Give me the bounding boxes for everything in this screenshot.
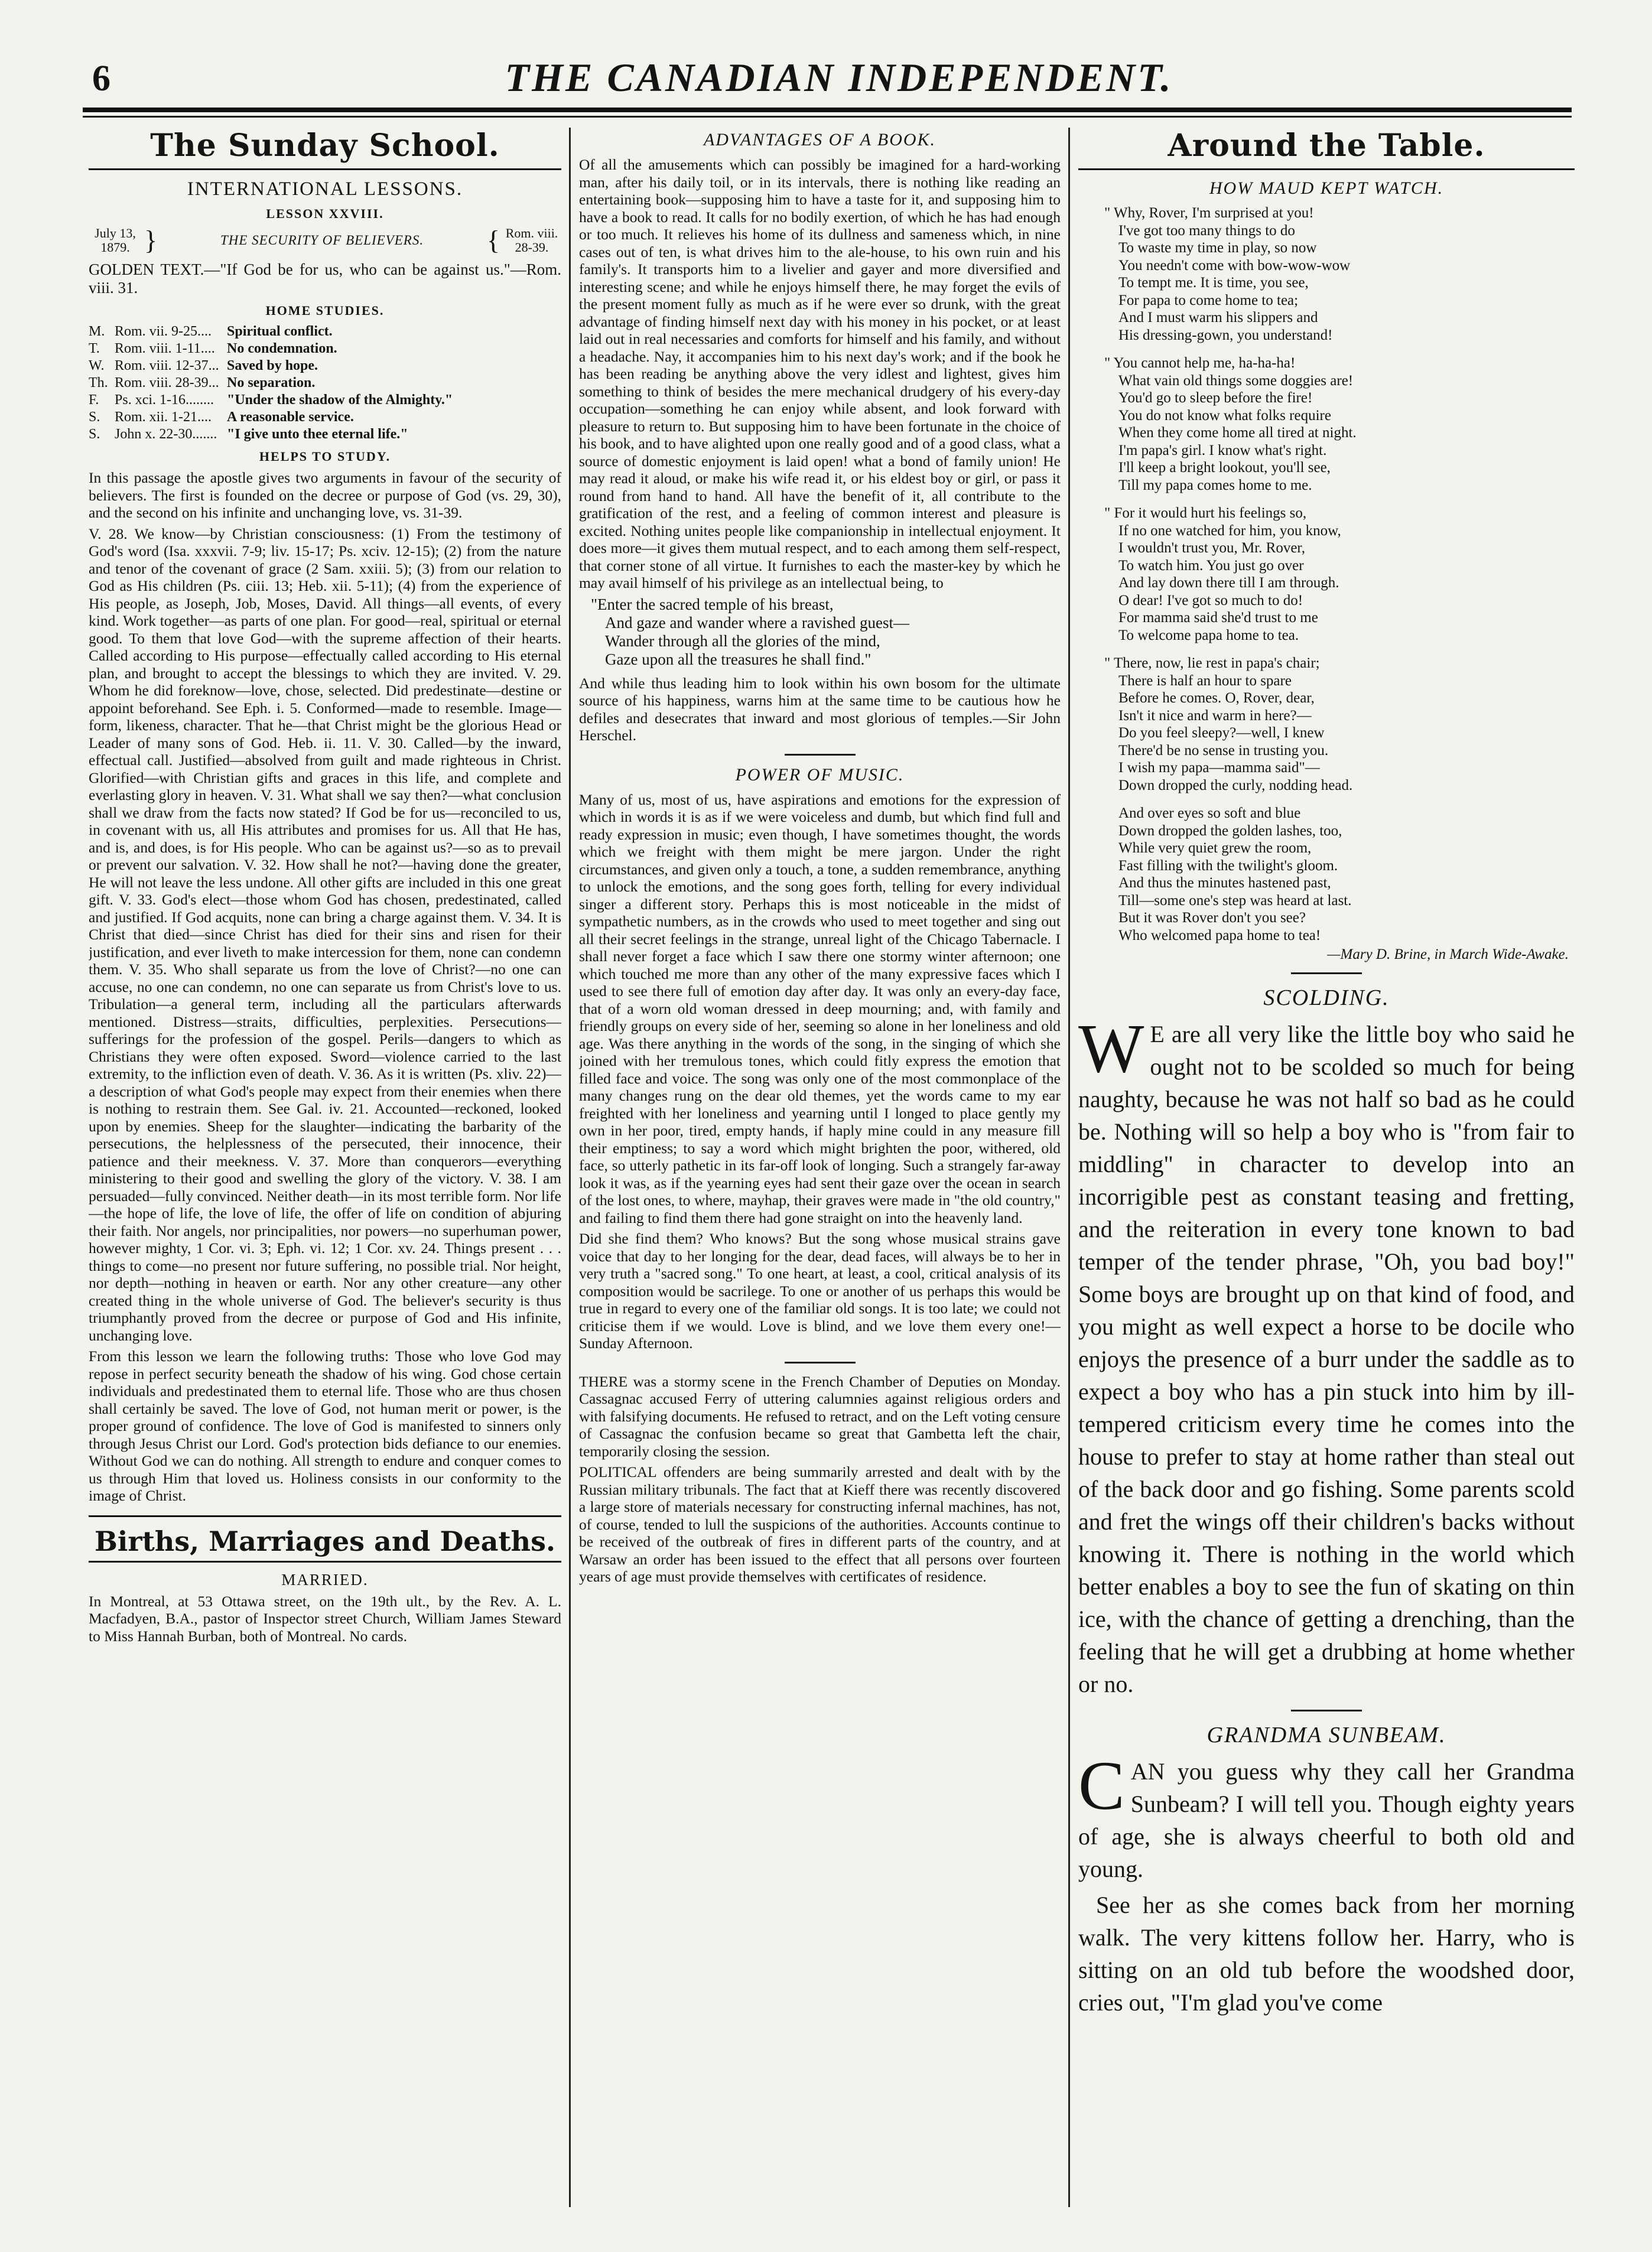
poem-line: To waste my time in play, so now [1118, 240, 1317, 256]
column-sunday-school [89, 128, 561, 2207]
article-body: And while thus leading him to look within his own bosom for the ultimate source of his happiness, warns him at the same time to be cautious how he defiles and desecrates that inward and most glorious of temples.—Sir John Herschel. [579, 674, 1061, 744]
poem-line: For mamma said she'd trust to me [1118, 610, 1318, 626]
helps-paragraph: From this lesson we learn the following truths: Those who love God may repose in perfect security beneath the shadow of his wing. God chose certain individuals and predestinated them to eternal life. Those who are thus chosen shall certainly be saved. The love of God, not human merit or power, is the proper ground of confidence. The love of God is manifested to sinners only through Jesus Christ our Lord. God's protection bids defiance to our enemies. Without God we can do nothing. All strength to endure and conquer comes to us through Him that loved us. Holiness consists in our conformity to the image of Christ. [89, 1348, 561, 1504]
poem-line: I'm papa's girl. I know what's right. [1118, 442, 1327, 458]
brace-glyph: } [144, 225, 158, 255]
study-row [89, 340, 561, 357]
study-ref: Rom. viii. 12-37... [115, 358, 219, 373]
poem-line: O dear! I've got so much to do! [1118, 592, 1303, 608]
poem-line: To watch him. You just go over [1118, 557, 1304, 574]
masthead [83, 54, 1595, 102]
news-item: POLITICAL offenders are being summarily arrested and dealt with by the Russian military tribunals. The fact that at Kieff there was recently discovered a large store of materials necessary for constructing infernal machines, has not, of course, tended to lull the suspicions of the authorities. Accounts continue to be received of the outbreak of fires in different parts of the country, and at Warsaw an order has been issued to the effect that all persons over fourteen years of age must provide themselves with certificates of residence. [579, 1463, 1061, 1585]
poem-line: " Why, Rover, I'm surprised at you! [1104, 205, 1314, 221]
lesson-date: July 13, 1879. [95, 226, 136, 255]
lesson-title-line [89, 226, 561, 255]
poem-line: " You cannot help me, ha-ha-ha! [1104, 355, 1296, 371]
article-body [1078, 1010, 1575, 1700]
poem-line: I'll keep a bright lookout, you'll see, [1118, 460, 1331, 476]
journal-title: THE CANADIAN INDEPENDENT. [505, 55, 1173, 100]
lesson-title: THE SECURITY OF BELIEVERS. [220, 233, 424, 248]
lesson-number: LESSON XXVIII. [266, 206, 384, 221]
helps-paragraph: In this passage the apostle gives two arguments in favour of the security of believers. The first is founded on the decree or purpose of God (vs. 29, 30), and the second on his infinite and unchanging love, vs. 31-39. [89, 469, 561, 521]
study-title: "I give unto thee eternal life." [227, 427, 408, 442]
section-heading: The Sunday School. [150, 128, 500, 164]
poem-line: To tempt me. It is time, you see, [1118, 275, 1309, 291]
column-divider [569, 128, 571, 2207]
poem-stanza [1104, 204, 1575, 344]
study-title: Spiritual conflict. [227, 324, 333, 339]
study-title: A reasonable service. [227, 409, 354, 425]
poem-line: I've got too many things to do [1118, 222, 1295, 239]
article-heading: SCOLDING. [1263, 985, 1390, 1010]
poem-line: While very quiet grew the room, [1118, 840, 1312, 856]
study-day: S. [89, 409, 100, 425]
poem-line: Do you feel sleepy?—well, I knew [1118, 725, 1325, 741]
poem-line: " For it would hurt his feelings so, [1104, 505, 1307, 521]
poem-line: Fast filling with the twilight's gloom. [1118, 857, 1338, 874]
article-text: E are all very like the little boy who said he ought not to be scolded so much for being naughty, because he was not half so bad as he could be. Nothing will so help a boy who is "from fair to middling" in character to develop into an incorrigible pest as constant teasing and fretting, and the reiteration in every tone known to bad temper of the tender phrase, "Oh, you bad boy!" Some boys are brought up on that kind of food, and you might as well expect a horse to be docile who enjoys the presence of a burr under the saddle as to expect a boy who has a pin stuck into him by ill-tempered criticism every time he comes into the house to prefer to stay at home rather than steal out of the back door and go fishing. Some parents scold and fret the wings off their children's backs without knowing it. There is nothing in the world which better enables a boy to see the fun of skating on thin ice, with the chance of getting a drenching, than the feeling that he will get a drubbing at home whether or no. [1078, 1021, 1575, 1697]
study-title: Saved by hope. [227, 358, 318, 373]
poem-line: There is half an hour to spare [1118, 672, 1292, 689]
poem-line: For papa to come home to tea; [1118, 292, 1299, 308]
article-body: Did she find them? Who knows? But the song whose musical strains gave voice that day to her longing for the dear, dead faces, will always be to her in very truth a "sacred song." To one heart, at least, a cool, critical analysis of its composition would be sacrilege. To one or another of us perhaps this would be true in regard to every one of the familiar old songs. It is too late; we could not criticise them if we would. Love is blind, and we love them every one!—Sunday Afternoon. [579, 1230, 1061, 1352]
article-heading: POWER OF MUSIC. [735, 764, 905, 785]
divider [1291, 1710, 1362, 1711]
drop-cap: W [1078, 1010, 1144, 1087]
poem-line: Down dropped the curly, nodding head. [1118, 777, 1353, 793]
divider [89, 1515, 561, 1517]
verse-line: Gaze upon all the treasures he shall find." [605, 650, 871, 668]
study-row [89, 409, 561, 426]
poem-stanza [1104, 505, 1575, 644]
lesson-reference: Rom. viii. 28-39. [505, 226, 558, 255]
study-day: F. [89, 392, 99, 408]
study-ref: Rom. viii. 1-11.... [115, 341, 215, 356]
article-heading: GRANDMA SUNBEAM. [1207, 1723, 1446, 1747]
verse-line: Wander through all the glories of the mind, [605, 632, 880, 650]
poem-line: And thus the minutes hastened past, [1118, 875, 1331, 891]
article-body: Many of us, most of us, have aspirations and emotions for the expression of which in words it is as if we were voiceless and dumb, but which find full and ready expression in music; even though, I have sometimes thought, the words which we freight with them might be mere jargon. Under the right circumstances, and given only a touch, a tone, a sudden remembrance, anything to unlock the emotions, and the song goes forth, telling for every individual singer a different story. Perhaps this is most noticeable in the midst of sympathetic numbers, as in the crowds who used to meet together and sing out all their secret feelings in the strange, unreal light of the Chicago Tabernacle. I shall never forget a face which I saw there one stormy winter afternoon; one which touched me more than any other of the many expressive faces which I used to see there full of emotion day after day. It was only an every-day face, that of a worn old woman dressed in deep mourning; and, with family and friendly groups on every side of her, seeming so alone in her loneliness and old age. Was there anything in the words of the song, in the singing of which she joined with her tremulous tones, which could fitly express the emotion that filled face and voice. The song was only one of the most commonplace of the many changes rung on the dear old themes, yet the words came to my ear freighted with her loneliness and yearning until I longed to place gently my own in her poor, tired, empty hands, if haply mine could in any measure fill their emptiness; to say a word which might brighten the poor, withered, old face, so utterly pathetic in its far-off look of longing. Such a strangely far-away look it was, as if the yearning eyes had sent their gaze over the ocean in search of the lost ones, to where, mayhap, their graves were made in "the old country," and failing to find them there had gone straight on into the heavenly land. [579, 790, 1061, 1226]
column-divider [1068, 128, 1070, 2207]
poem-line: And lay down there till I am through. [1118, 575, 1339, 591]
study-day: T. [89, 341, 100, 356]
poem-line: Down dropped the golden lashes, too, [1118, 822, 1342, 839]
divider [1078, 168, 1575, 170]
study-row [89, 357, 561, 375]
poem-line: You needn't come with bow-wow-wow [1118, 257, 1351, 274]
poem-line: But it was Rover don't you see? [1118, 910, 1306, 926]
study-row [89, 323, 561, 340]
helps-heading: HELPS TO STUDY. [259, 449, 391, 464]
divider [785, 754, 856, 756]
brace-glyph: { [486, 225, 500, 255]
masthead-rule [83, 108, 1572, 112]
poem-line: If no one watched for him, you know, [1118, 522, 1341, 539]
poem-line: I wouldn't trust you, Mr. Rover, [1118, 540, 1305, 556]
divider [785, 1362, 856, 1363]
study-day: M. [89, 324, 105, 339]
column-articles [579, 128, 1061, 2207]
poem-line: Till my papa comes home to me. [1118, 477, 1312, 493]
poem-line: And I must warm his slippers and [1118, 310, 1318, 326]
divider [1291, 972, 1362, 974]
article-body: See her as she comes back from her morning walk. The very kittens follow her. Harry, who is sitting on an old tub before the woodshed door, cries out, "I'm glad you've come [1078, 1892, 1575, 2016]
lessons-subheading: INTERNATIONAL LESSONS. [187, 178, 463, 200]
news-item: THERE was a stormy scene in the French Chamber of Deputies on Monday. Cassagnac accused Ferry of uttering calumnies against religious orders and with falsifying documents. He refused to retract, and on the Left voting censure of Cassagnac the confusion became so great that Gambetta left the chair, temporarily closing the session. [579, 1372, 1061, 1460]
quoted-verse [591, 595, 1061, 669]
poem-line: " There, now, lie rest in papa's chair; [1104, 655, 1320, 671]
poem-line: To welcome papa home to tea. [1118, 627, 1299, 643]
study-ref: Rom. viii. 28-39... [115, 375, 219, 390]
study-row [89, 426, 561, 443]
poem-line: His dressing-gown, you understand! [1118, 327, 1333, 343]
drop-cap: C [1078, 1747, 1125, 1824]
study-title: "Under the shadow of the Almighty." [227, 392, 453, 408]
study-ref: John x. 22-30....... [115, 427, 217, 442]
poem-attribution: —Mary D. Brine, in March Wide-Awake. [1327, 946, 1569, 962]
study-ref: Rom. xii. 1-21.... [115, 409, 212, 425]
poem-line: What vain old things some doggies are! [1118, 372, 1354, 389]
study-day: S. [89, 427, 100, 442]
poem-line: I wish my papa—mamma said"— [1118, 760, 1320, 776]
study-day: Th. [89, 375, 108, 390]
study-day: W. [89, 358, 105, 373]
article-body [1078, 1747, 1575, 1885]
home-studies-heading: HOME STUDIES. [265, 303, 385, 318]
page-number: 6 [92, 58, 110, 99]
verse-line: And gaze and wander where a ravished guest— [605, 613, 910, 632]
home-studies-list [89, 323, 561, 443]
poem-line: Before he comes. O, Rover, dear, [1118, 690, 1315, 706]
column-around-the-table [1078, 128, 1575, 2207]
poem-title: HOW MAUD KEPT WATCH. [1209, 178, 1444, 198]
golden-text: GOLDEN TEXT.—"If God be for us, who can be against us."—Rom. viii. 31. [89, 261, 561, 297]
poem-line: There'd be no sense in trusting you. [1118, 742, 1329, 759]
divider [89, 168, 561, 170]
study-row [89, 392, 561, 409]
article-body: Of all the amusements which can possibly be imagined for a hard-working man, after his daily toil, or in its intervals, there is nothing like reading an entertaining book—supposing him to have a taste for it, and supposing him to have a book to read. It calls for no bodily exertion, of which he has had enough or too much. It relieves his home of its dullness and sameness which, in nine cases out of ten, is what drives him to the ale-house, to his own ruin and his family's. It transports him to a livelier and gayer and more diversified and interesting scene; and while he enjoys himself there, he may forget the evils of the present moment fully as much as if he were ever so drunk, with the great advantage of finding himself next day with his money in his pocket, or at least laid out in real necessaries and comforts for himself and his family, and without a headache. Nay, it accompanies him to his next day's work; and if the book he has been reading be anything above the very idlest and lightest, gives him something to think of besides the mere mechanical drudgery of his every-day occupation—something he can enjoy while absent, and look forward with pleasure to return to. But supposing him to have been fortunate in the choice of his book, and to have alighted upon one really good and of a good class, what a source of domestic enjoyment is laid open! what a bond of family union! He may read it aloud, or make his wife read it, or his eldest boy or girl, or pass it round from hand to hand. All have the benefit of it, all contribute to the gratification of the rest, and a feeling of common interest and pleasure is excited. Nothing unites people like companionship in intellectual enjoyment. It does more—it gives them mutual respect, and to each among them self-respect, that corner stone of all virtue. It furnishes to each the master-key by which he may avail himself of his privilege as an intellectual being, to [579, 156, 1061, 591]
births-heading: Births, Marriages and Deaths. [94, 1525, 556, 1557]
helps-paragraph: V. 28. We know—by Christian consciousness: (1) From the testimony of God's word (Isa. xxxvii. 7-9; liv. 15-17; Ps. xciv. 12-15); (2) from the nature and tenor of the covenant of grace (2 Sam. xxiii. 5); (3) from our relation to God as His children (Ps. ciii. 13; Heb. xii. 5-11); (4) from the experience of His people, as Joseph, Job, Moses, David. All things—all events, of every kind. Work together—as parts of one plan. For good—real, spiritual or eternal good. To them that love God—with the supreme affection of their hearts. Called according to His purpose—effectually called according to His eternal plan, and brought to accept the blessings to which they are invited. V. 29. Whom he did foreknow—love, chose, selected. Did predestinate—destine or appoint beforehand. See Eph. i. 5. Conformed—made to resemble. Image—form, likeness, character. That he—that Christ might be the glorious Head or Leader of many sons of God. Heb. ii. 11. V. 30. Called—by the inward, effectual call. Justified—absolved from guilt and made righteous in Christ. Glorified—with Christian gifts and graces in this life, and complete and everlasting glory in heaven. V. 31. What shall we say then?—what conclusion shall we draw from the facts now stated? If God be for us—reconciled to us, in covenant with us, all His attributes and promises for us. All that He has, and is, and does, is for His people. Who can be against us?—so as to prevail or prevent our salvation. V. 32. How shall he not?—having done the greater, He will not leave the less undone. All other gifts are included in this one great gift. V. 33. God's elect—those whom God has chosen, predestinated, called and justified. If God acquits, none can bring a charge against them. V. 34. It is Christ that died—since Christ has died for their sins and risen for their justification, and ever liveth to make intercession for them, none can condemn them. V. 35. Who shall separate us from the love of Christ?—no one can accuse, no one can condemn, no one can separate us from Christ's love to us. Tribulation—a general term, including all the particulars afterwards mentioned. Distress—straits, difficulties, perplexities. Persecutions—sufferings for the profession of the gospel. Perils—dangers to which as Christians they were often exposed. Sword—violence carried to the last extremity, to the infliction even of death. V. 36. As it is written (Ps. xliv. 22)—a description of what God's people may expect from their enemies when there is nothing to restrain them. See Gal. iv. 21. Accounted—reckoned, looked upon by enemies. Sheep for the slaughter—indicating the barbarity of the persecutions, the helplessness of the persecuted, their innocence, their patience and their meekness. V. 37. More than conquerors—everything ministering to their good and swelling the glory of the victory. V. 38. I am persuaded—fully convinced. Neither death—in its most terrible form. Nor life—the hope of life, the love of life, the offer of life on condition of abjuring their faith. Nor angels, nor principalities, nor powers—no superhuman power, however mighty, 1 Cor. vi. 3; Eph. vi. 12; 1 Cor. xv. 24. Things present . . . things to come—no present nor future suffering, no possible trial. Nor height, nor depth—nothing in heaven or earth. Nor any other creature—any other created thing in the whole universe of God. The believer's security is thus triumphantly proved from the decree or purpose of God and His infinite, unchanging love. [89, 525, 561, 1344]
section-heading: Around the Table. [1168, 128, 1485, 164]
poem-line: When they come home all tired at night. [1118, 425, 1357, 441]
poem-line: You do not know what folks require [1118, 407, 1331, 424]
study-ref: Rom. vii. 9-25.... [115, 324, 212, 339]
poem-stanza [1104, 805, 1575, 944]
study-title: No condemnation. [227, 341, 337, 356]
article-heading: ADVANTAGES OF A BOOK. [703, 130, 936, 149]
article-text: AN you guess why they call her Grandma Sunbeam? I will tell you. Though eighty years of age, she is always cheerful to both old and young. [1078, 1758, 1575, 1882]
poem-line: Till—some one's step was heard at last. [1118, 892, 1352, 909]
divider [89, 1561, 561, 1563]
study-row [89, 375, 561, 392]
study-title: No separation. [227, 375, 316, 390]
married-heading: MARRIED. [281, 1570, 369, 1589]
poem-stanza [1104, 354, 1575, 494]
poem-line: Isn't it nice and warm in here?— [1118, 707, 1312, 724]
poem-line: Who welcomed papa home to tea! [1118, 927, 1321, 943]
poem-stanza [1104, 655, 1575, 794]
study-ref: Ps. xci. 1-16........ [115, 392, 214, 408]
masthead-rule-thin [83, 116, 1572, 118]
verse-line: "Enter the sacred temple of his breast, [591, 595, 834, 613]
poem-line: And over eyes so soft and blue [1118, 805, 1301, 821]
marriage-notice: In Montreal, at 53 Ottawa street, on the 19th ult., by the Rev. A. L. Macfadyen, B.A., pastor of Inspector street Church, William James Steward to Miss Hannah Burban, both of Montreal. No cards. [89, 1592, 561, 1645]
poem-line: You'd go to sleep before the fire! [1118, 390, 1313, 406]
